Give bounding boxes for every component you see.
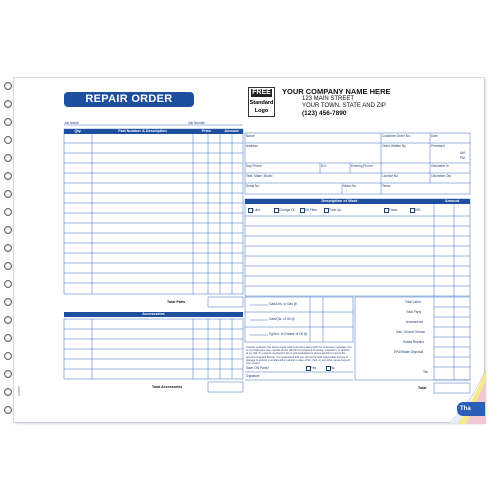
terms-label: Terms	[382, 184, 391, 188]
day-phone-label: Day Phone	[246, 164, 262, 168]
col-qty-header: Qty.	[64, 129, 92, 134]
am-label: AM	[460, 151, 465, 155]
date-label: Date	[431, 134, 438, 138]
oil-label: Gals/Qts. of Oil @	[269, 317, 295, 321]
signature-label: Signature	[246, 374, 260, 378]
summary-total: Total	[418, 386, 427, 390]
description-of-work-header: Description of Work	[245, 199, 434, 204]
summary-total-parts: Total Parts	[406, 310, 422, 314]
odometer-in-label: Odometer In	[431, 164, 449, 168]
oil-filter-label: Oil Filter	[305, 208, 317, 212]
order-written-by-label: Order Written By	[382, 144, 406, 148]
ext-label: Ext.	[321, 164, 327, 168]
trans-label: Trans.	[389, 208, 398, 212]
authorization-text: I hereby authorize the above repair work to be done along with the necessary materials. You & my employees may operate above vehicle for purposes of testing, inspection, or delivery at my risk. An express mechanic's lien is acknowledged on above vehicle to secure the amount of repairs thereto. It is understood that you will not be held responsible for loss or damage to vehicle or articles left in vehicle in case of fire, theft, or any other cause beyond your control.	[246, 346, 352, 366]
company-city: YOUR TOWN, STATE AND ZIP	[302, 103, 386, 109]
serial-no-label: Serial No.	[246, 184, 260, 188]
diff-label: Diff.	[415, 208, 421, 212]
thank-you-badge: Tha	[457, 402, 485, 416]
company-phone: (123) 456-7890	[302, 110, 347, 117]
logo-free-text: FREE	[252, 89, 271, 96]
name-label: Name	[246, 134, 255, 138]
tune-up-label: Tune Up	[329, 208, 342, 212]
summary-accessories: Accessories	[406, 320, 424, 324]
odometer-out-label: Odometer Out	[431, 174, 452, 178]
standard-logo	[248, 87, 275, 117]
change-oil-label: Change Oil	[279, 208, 295, 212]
work-amount-header: Amount	[434, 199, 470, 204]
motor-no-label: Motor No.	[343, 184, 357, 188]
evening-phone-label: Evening Phone	[351, 164, 373, 168]
accessories-header: Accessories	[64, 312, 243, 317]
company-street: 123 MAIN STREET	[302, 96, 355, 102]
summary-gas-oil-grease: Gas, Oil and Grease	[396, 330, 426, 334]
customer-order-no-label: Customer Order No.	[382, 134, 411, 138]
summary-tax: Tax	[423, 370, 428, 374]
job-number-label: Job Number	[188, 121, 206, 125]
save-parts-yes-label: Yes	[311, 366, 317, 370]
promised-label: Promised	[431, 144, 445, 148]
grease-label: Kg/Lbs. of Grease of Oil @	[269, 332, 308, 336]
year-make-model-label: Year, Make, Model	[246, 174, 273, 178]
logo-standard-text: Standard	[249, 100, 274, 106]
total-parts-label: Total Parts	[167, 300, 186, 304]
job-name-label: Job Name	[64, 121, 79, 125]
col-amount-header: Amount	[220, 129, 243, 134]
save-parts-no-label: No	[331, 366, 336, 370]
form-title: REPAIR ORDER	[64, 92, 194, 107]
summary-sublet-repairs: Sublet Repairs	[403, 340, 424, 344]
col-price-header: Price	[193, 129, 220, 134]
total-accessories-label: Total Accessories	[152, 385, 183, 389]
company-name: YOUR COMPANY NAME HERE	[282, 87, 391, 96]
form-code: A/7005	[17, 386, 21, 396]
col-part-header: Part Number & Description	[92, 129, 193, 134]
company-info	[282, 87, 432, 117]
lube-label: Lube	[253, 208, 261, 212]
logo-logo-text: Logo	[254, 108, 269, 114]
license-no-label: License No.	[382, 174, 399, 178]
summary-total-labor: Total Labor	[405, 300, 421, 304]
save-old-parts-label: Save Old Parts?	[246, 366, 270, 370]
summary-epa-waste: EPA/Waste Disposal	[394, 350, 424, 354]
gas-label: Gals/Ltrs. of Gas @	[269, 302, 298, 306]
address-label: Address	[246, 144, 258, 148]
pm-label: PM	[460, 156, 465, 160]
